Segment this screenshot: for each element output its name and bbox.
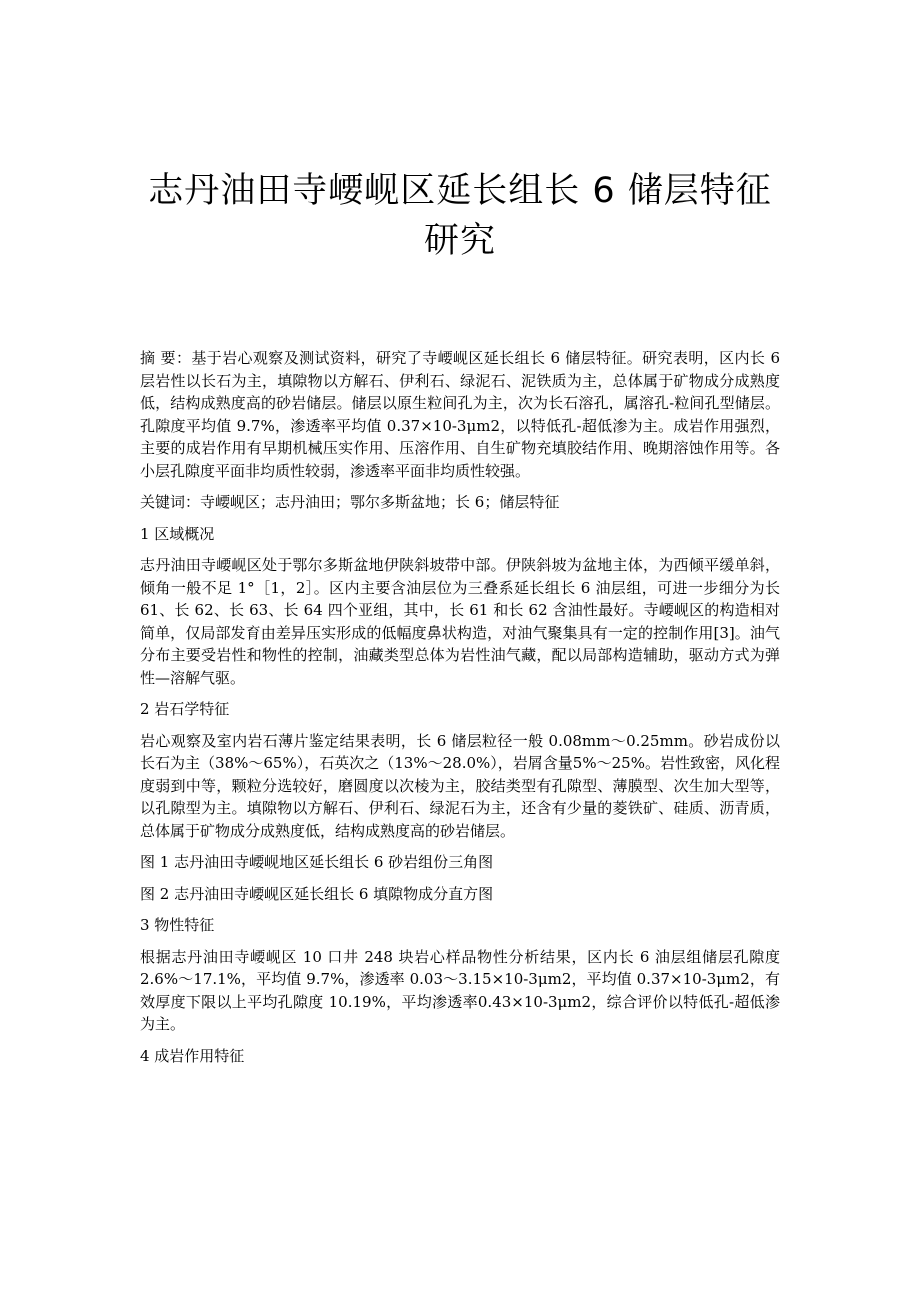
section-body-1: 志丹油田寺崾岘区处于鄂尔多斯盆地伊陕斜坡带中部。伊陕斜坡为盆地主体，为西倾平缓单斜，倾角一般不足 1°［1，2］。区内主要含油层位为三叠系延长组长 6 油层组，可进一步细分为长 61、长 62、长 63、长 64 四个亚组，其中，长 61 和长 62 含油性最好。寺崾岘区的构造相对简单，仅局部发育由差异压实形成的低幅度鼻状构造，对油气聚集具有一定的控制作用[3]。油气分布主要受岩性和物性的控制，油藏类型总体为岩性油气藏，配以局部构造辅助，驱动方式为弹性—溶解气驱。 [140, 556, 780, 687]
abstract-text: 基于岩心观察及测试资料，研究了寺崾岘区延长组长 6 储层特征。研究表明，区内长 6 层岩性以长石为主，填隙物以方解石、伊利石、绿泥石、泥铁质为主，总体属于矿物成分成熟度低，结构成熟度高的砂岩储层。储层以原生粒间孔为主，次为长石溶孔，属溶孔-粒间孔型储层。孔隙度平均值 9.7%，渗透率平均值 0.37×10-3μm2，以特低孔-超低渗为主。成岩作用强烈，主要的成岩作用有早期机械压实作用、压溶作用、自生矿物充填胶结作用、晚期溶蚀作用等。各小层孔隙度平面非均质性较弱，渗透率平面非均质性较强。 [140, 349, 780, 480]
figure-caption-2: 图 2 志丹油田寺崾岘区延长组长 6 填隙物成分直方图 [140, 884, 494, 903]
section-heading-3: 3 物性特征 [140, 916, 215, 934]
abstract [140, 347, 780, 482]
figure-caption-1: 图 1 志丹油田寺崾岘地区延长组长 6 砂岩组份三角图 [140, 853, 494, 871]
keywords-text: 寺崾岘区；志丹油田；鄂尔多斯盆地；长 6；储层特征 [200, 493, 560, 511]
abstract-label: 摘 要： [140, 349, 192, 367]
section-heading-2: 2 岩石学特征 [140, 700, 230, 718]
paper-title [120, 166, 800, 266]
keywords-label: 关键词： [140, 493, 201, 511]
paper-body [140, 347, 780, 1076]
keywords [140, 491, 780, 514]
section-heading-4: 4 成岩作用特征 [140, 1046, 245, 1065]
section-heading-1: 1 区域概况 [140, 524, 215, 543]
paper-title-line-1: 志丹油田寺崾岘区延长组长 6 储层特征 [148, 171, 772, 211]
paper-title-line-2: 研究 [423, 221, 496, 261]
section-body-3: 根据志丹油田寺崾岘区 10 口井 248 块岩心样品物性分析结果，区内长 6 油层组储层孔隙度 2.6%～17.1%，平均值 9.7%，渗透率 0.03～3.15×10-3μm2，平均值 0.37×10-3μm2，有效厚度下限以上平均孔隙度 10.19%，平均渗透率0.43×10-3μm2，综合评价以特低孔-超低渗为主。 [140, 947, 780, 1033]
section-body-2: 岩心观察及室内岩石薄片鉴定结果表明，长 6 储层粒径一般 0.08mm～0.25mm。砂岩成份以长石为主（38%～65%），石英次之（13%～28.0%），岩屑含量5%～25%。岩性致密，风化程度弱到中等，颗粒分选较好，磨圆度以次棱为主，胶结类型有孔隙型、薄膜型、次生加大型等，以孔隙型为主。填隙物以方解石、伊利石、绿泥石为主，还含有少量的菱铁矿、硅质、沥青质，总体属于矿物成分成熟度低，结构成熟度高的砂岩储层。 [140, 731, 780, 840]
